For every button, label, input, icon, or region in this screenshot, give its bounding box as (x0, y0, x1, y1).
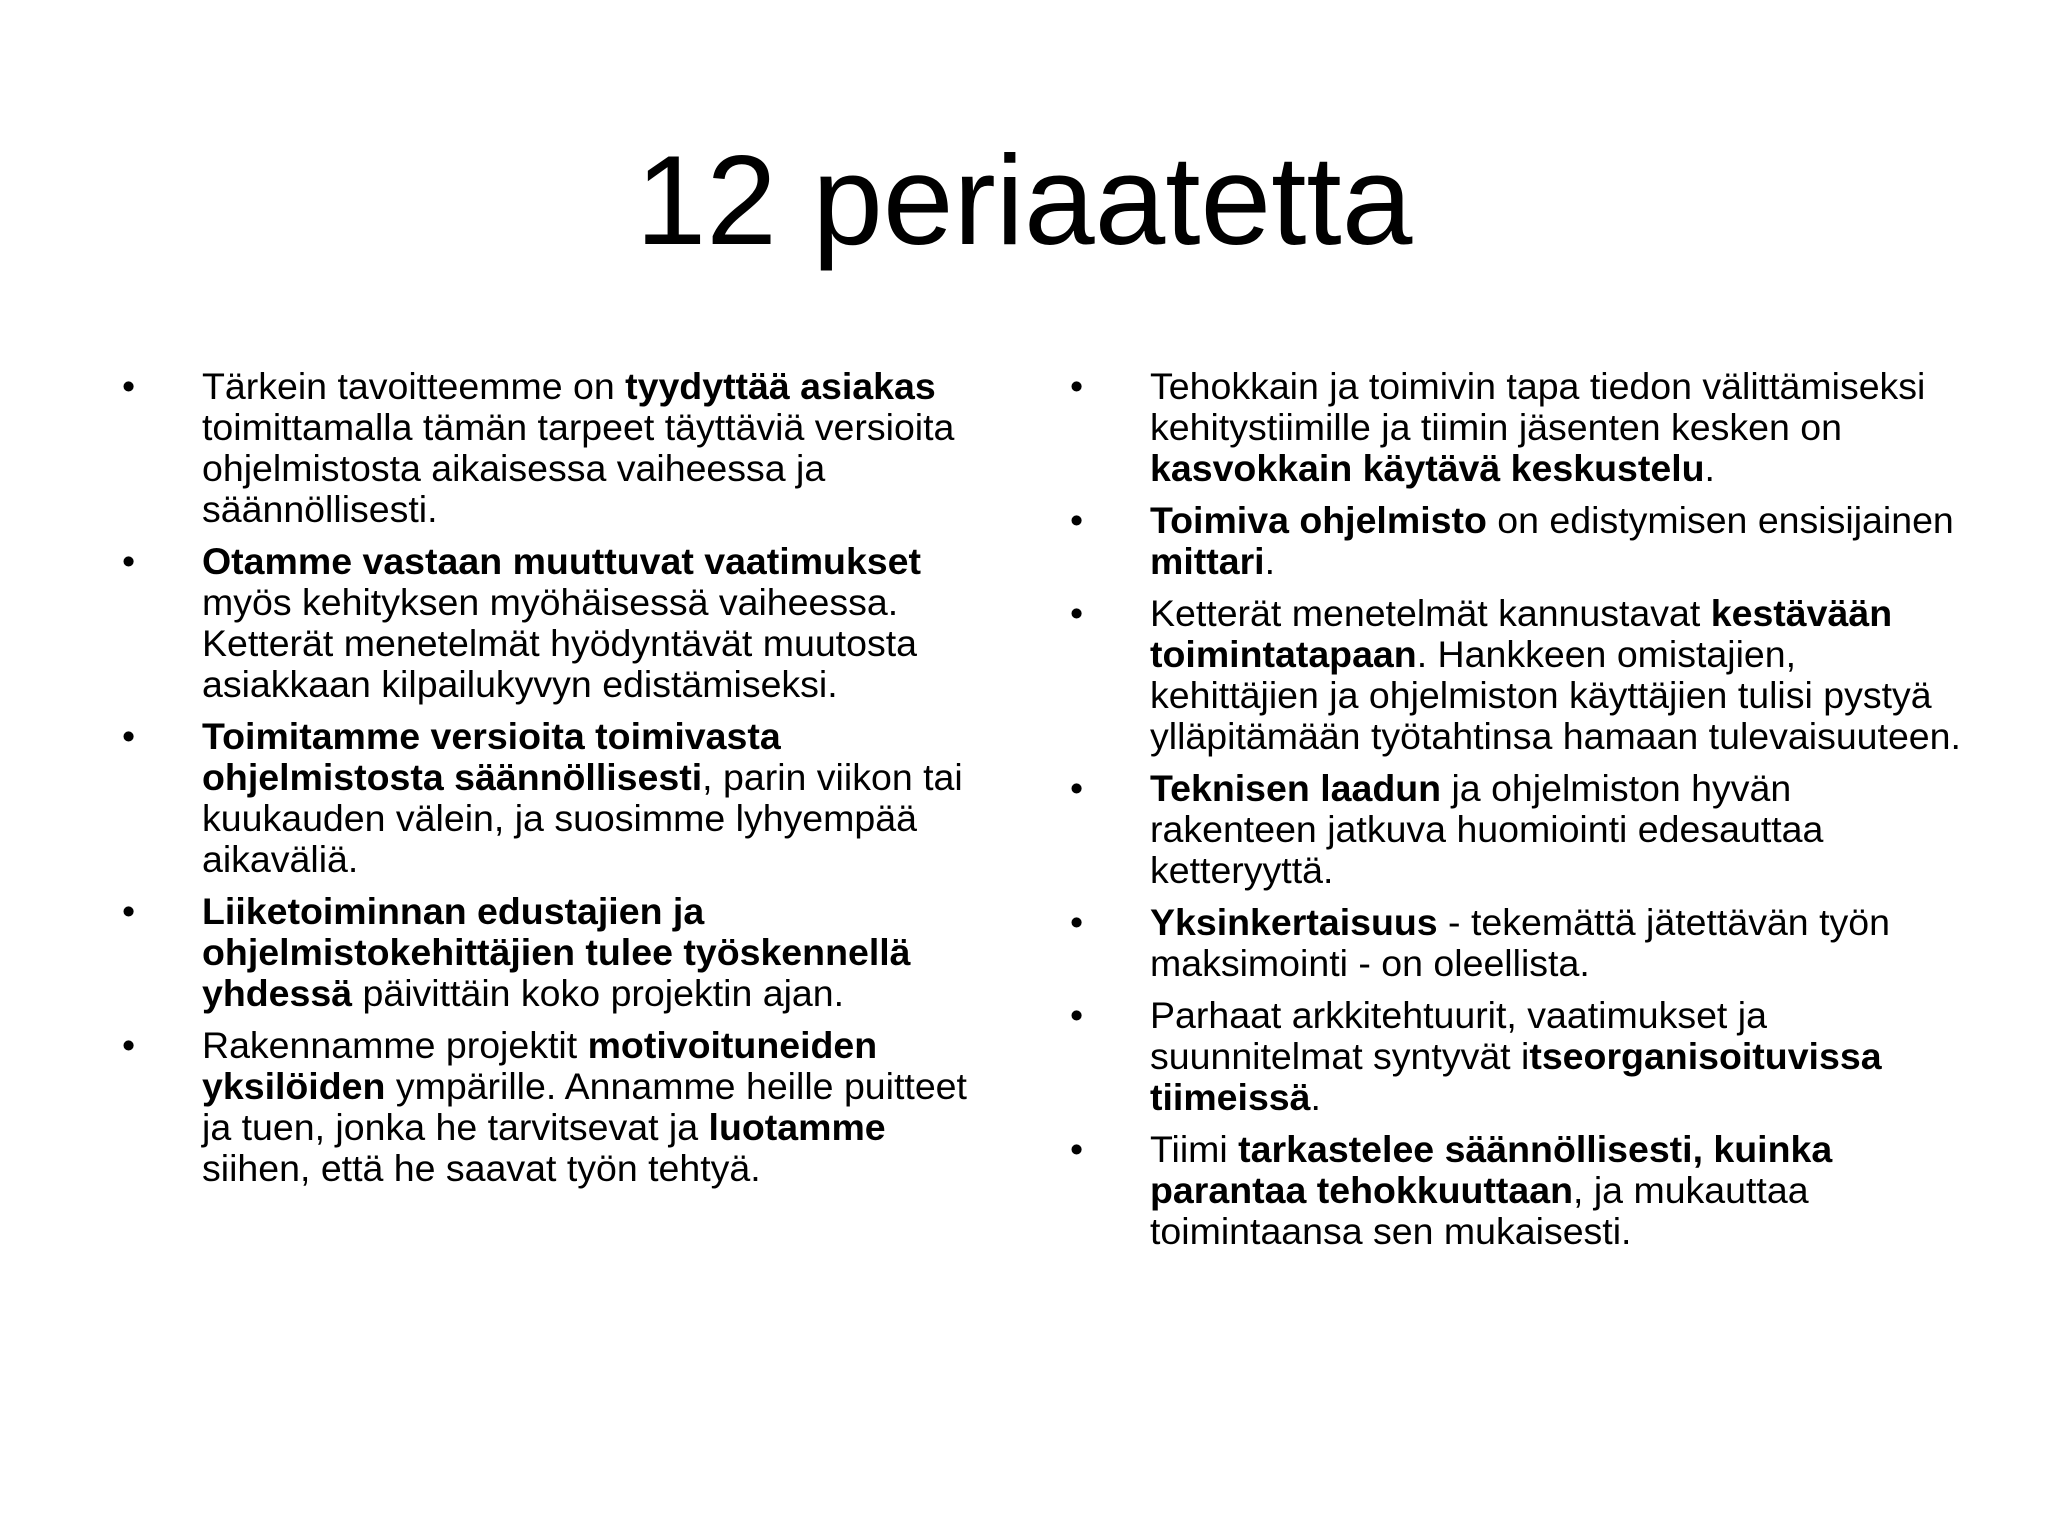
bold-text: Yksinkertaisuus (1150, 901, 1438, 943)
text-run: , ja mukauttaa toimintaansa sen mukaisesti. (1150, 1169, 1809, 1252)
bold-text: Liiketoiminnan edustajien ja ohjelmistokehittäjien tulee työskennellä yhdessä (202, 890, 911, 1014)
bold-text: luotamme (708, 1106, 886, 1148)
right-bullet-list (1064, 366, 1964, 1263)
bullet-text (1150, 767, 1823, 891)
bullet-text (1150, 592, 1961, 757)
bold-text: motivoituneiden yksilöiden (202, 1024, 878, 1107)
text-run: Tiimi (1150, 1128, 1239, 1170)
text-run: Parhaat arkkitehtuurit, vaatimukset ja suunnitelmat syntyvät i (1150, 994, 1767, 1077)
text-run: toimittamalla tämän tarpeet täyttäviä versioita ohjelmistosta aikaisessa vaiheessa ja säännöllisesti. (202, 406, 955, 530)
bold-text: Teknisen laadun (1150, 767, 1442, 809)
text-run: . (1264, 540, 1276, 582)
text-run: on edistymisen ensisijainen (1486, 499, 1954, 541)
text-run: päivittäin koko projektin ajan. (352, 972, 845, 1014)
bullet-marker: • (1070, 365, 1084, 407)
bullet-text (1150, 901, 1890, 984)
text-run: Tehokkain ja toimivin tapa tiedon välittämiseksi kehitystiimille ja tiimin jäsenten kesken on (1150, 365, 1926, 448)
text-run: - tekemättä jätettävän työn maksimointi - on oleellista. (1150, 901, 1890, 984)
bold-text: tarkastelee säännöllisesti, kuinka parantaa tehokkuuttaan (1150, 1128, 1833, 1211)
bullet-item (1064, 768, 1964, 891)
bullet-item (1064, 500, 1964, 582)
bullet-text (1150, 499, 1954, 582)
bullet-text (1150, 994, 1882, 1118)
bullet-item (116, 891, 996, 1014)
bullet-item (116, 1025, 996, 1189)
text-run: siihen, että he saavat työn tehtyä. (202, 1147, 761, 1189)
text-run: Rakennamme projektit (202, 1024, 588, 1066)
bold-text: Otamme vastaan muuttuvat vaatimukset (202, 540, 922, 582)
text-run: ympärille. Annamme heille puitteet ja tuen, jonka he tarvitsevat ja (202, 1065, 967, 1148)
bullet-item (1064, 366, 1964, 489)
slide-title: 12 periaatetta (635, 129, 1413, 271)
bullet-item (116, 716, 996, 880)
text-run: , parin viikon tai kuukauden välein, ja suosimme lyhyempää aikaväliä. (202, 756, 963, 880)
bullet-marker: • (122, 540, 136, 582)
bullet-item (1064, 902, 1964, 984)
text-run: . Hankkeen omistajien, kehittäjien ja ohjelmiston käyttäjien tulisi pystyä ylläpitämään työtahtinsa hamaan tulevaisuuteen. (1150, 633, 1961, 757)
bullet-text (1150, 1128, 1832, 1252)
bullet-item (1064, 593, 1964, 757)
bold-text: kestävään toimintatapaan (1150, 592, 1893, 675)
bullet-marker: • (122, 890, 136, 932)
bullet-item (1064, 1129, 1964, 1252)
bullet-marker: • (1070, 499, 1084, 541)
text-run: . (1310, 1076, 1321, 1118)
text-run: . (1704, 447, 1715, 489)
bullet-text (202, 540, 921, 705)
bullet-marker: • (1070, 767, 1084, 809)
bold-text: Toimiva ohjelmisto (1150, 499, 1487, 541)
bullet-item (116, 541, 996, 705)
bullet-text (202, 1024, 967, 1189)
bold-text: Toimitamme versioita toimivasta ohjelmistosta säännöllisesti (202, 715, 781, 798)
bold-text: kasvokkain käytävä keskustelu (1150, 447, 1705, 489)
bullet-item (116, 366, 996, 530)
bullet-text (202, 890, 911, 1014)
text-run: ja ohjelmiston hyvän rakenteen jatkuva huomiointi edesauttaa ketteryyttä. (1150, 767, 1824, 891)
bullet-marker: • (1070, 1128, 1084, 1170)
bullet-marker: • (122, 365, 136, 407)
bullet-marker: • (122, 715, 136, 757)
bold-text: tyydyttää asiakas (625, 365, 936, 407)
bold-text: tseorganisoituvissa tiimeissä (1150, 1035, 1882, 1118)
bullet-marker: • (1070, 901, 1084, 943)
text-run: Ketterät menetelmät kannustavat (1150, 592, 1711, 634)
bullet-marker: • (1070, 994, 1084, 1036)
bullet-text (202, 365, 954, 530)
bullet-item (1064, 995, 1964, 1118)
bullet-text (202, 715, 963, 880)
text-run: myös kehityksen myöhäisessä vaiheessa. Ketterät menetelmät hyödyntävät muutosta asiakkaan kilpailukyvyn edistämiseksi. (202, 581, 917, 705)
text-run: Tärkein tavoitteemme on (202, 365, 626, 407)
bold-text: mittari (1150, 540, 1265, 582)
left-bullet-list (116, 366, 996, 1200)
bullet-marker: • (122, 1024, 136, 1066)
bullet-text (1150, 365, 1925, 489)
bullet-marker: • (1070, 592, 1084, 634)
